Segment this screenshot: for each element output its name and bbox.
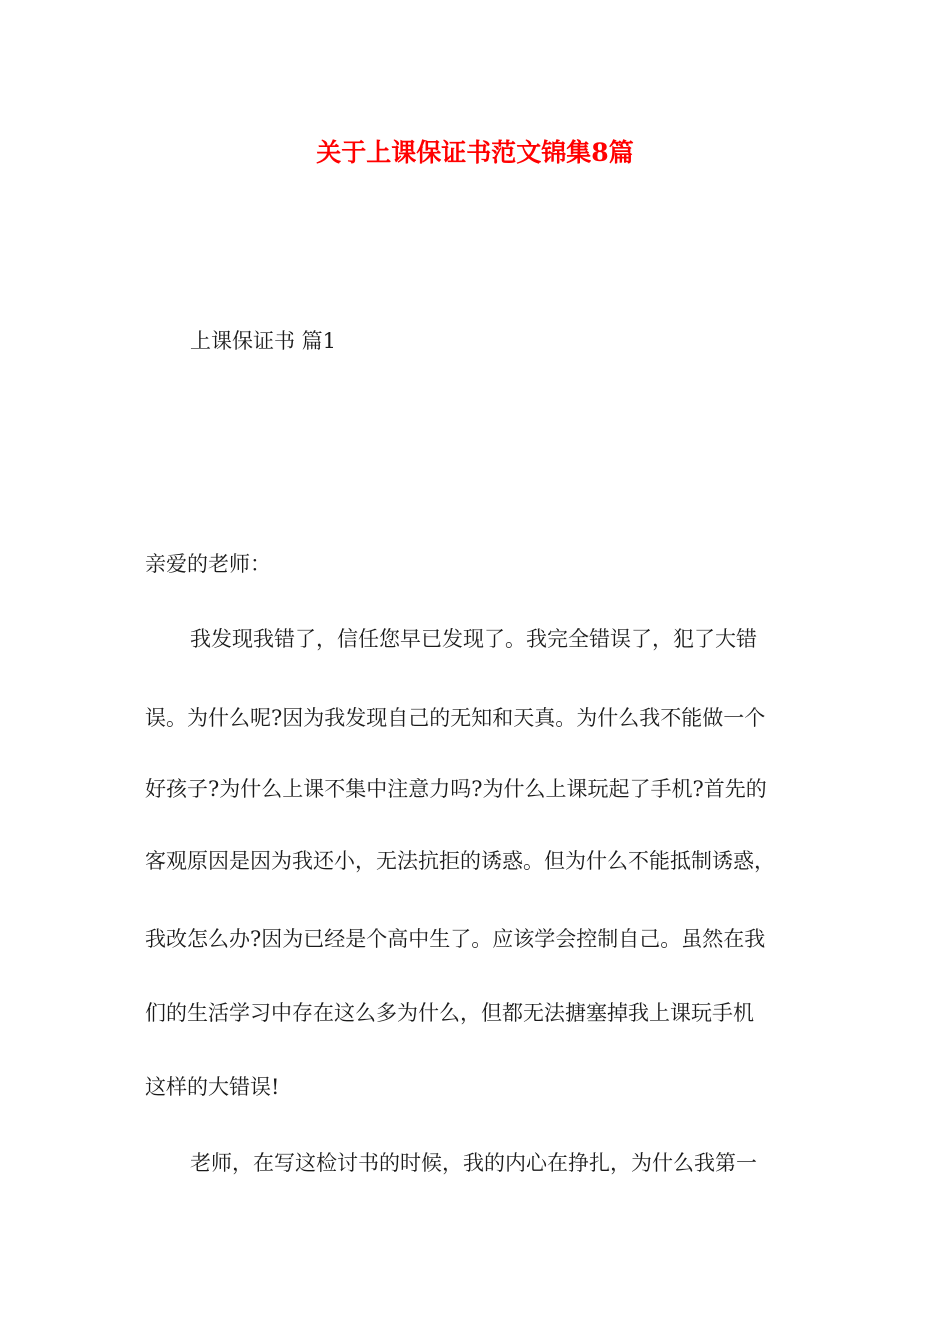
paragraph-line: 老师，在写这检讨书的时候，我的内心在挣扎，为什么我第一 [190,1151,757,1175]
paragraph-line: 好孩子?为什么上课不集中注意力吗?为什么上课玩起了手机?首先的 [145,777,767,801]
document-title: 关于上课保证书范文锦集8篇 [316,138,634,167]
salutation: 亲爱的老师： [145,552,271,576]
section-heading: 上课保证书 篇1 [190,329,337,353]
paragraph-line: 我改怎么办?因为已经是个高中生了。应该学会控制自己。虽然在我 [145,927,766,951]
paragraph-line: 误。为什么呢?因为我发现自己的无知和天真。为什么我不能做一个 [145,706,766,730]
paragraph-line: 客观原因是因为我还小，无法抗拒的诱惑。但为什么不能抵制诱惑， [145,849,775,873]
paragraph-line: 我发现我错了，信任您早已发现了。我完全错误了，犯了大错 [190,627,757,651]
paragraph-line: 这样的大错误! [145,1075,280,1099]
paragraph-line: 们的生活学习中存在这么多为什么，但都无法搪塞掉我上课玩手机 [145,1001,754,1025]
